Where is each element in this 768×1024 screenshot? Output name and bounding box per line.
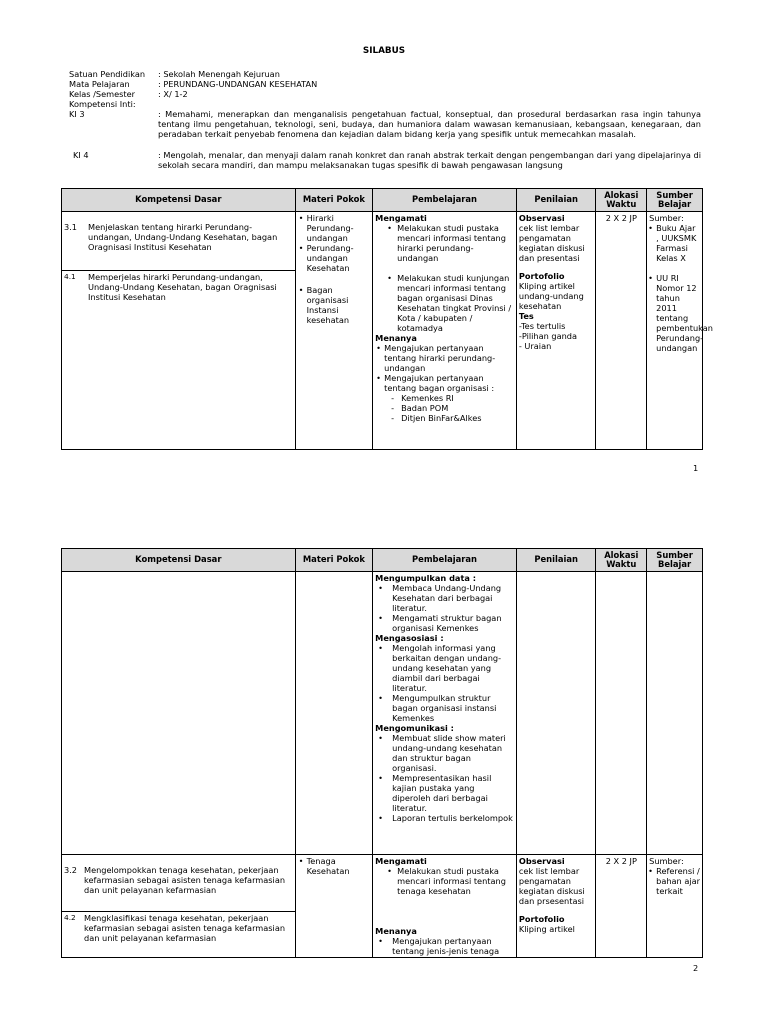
list-item: • Mengajukan pertanyaan tentang jenis-jenis tenaga — [375, 936, 514, 956]
pembelajaran-cell: Mengamati • Melakukan studi pustaka mencari informasi tentang tenaga kesehatan Menanya • Mengajukan pertanyaan tentang jenis-jenis tenaga — [373, 855, 517, 958]
list-item: • Bagan organisasi Instansi kesehatan — [298, 285, 371, 325]
list-item: - Kemenkes RI — [391, 393, 514, 403]
list-item: - Badan POM — [391, 403, 514, 413]
list-item: • Melakukan studi pustaka mencari informasi tentang tenaga kesehatan — [375, 866, 514, 896]
info-row: Kompetensi Inti: — [69, 99, 136, 109]
kd-cell: 3.2 Mengelompokkan tenaga kesehatan, pekerjaan kefarmasian sebagai asisten tenaga kefarmasian dan unit pelayanan kefarmasian — [62, 855, 296, 912]
list-item: • Mengolah informasi yang berkaitan dengan undang-undang kesehatan yang diambil dari berbagai literatur. — [375, 643, 514, 693]
list-item: • Melakukan studi kunjungan mencari informasi tentang bagan organisasi Dinas Kesehatan tingkat Provinsi / Kota / kabupaten / kotamadya — [375, 273, 514, 333]
header-penilaian: Penilaian — [516, 549, 596, 572]
header-sumber-belajar: Sumber Belajar — [647, 189, 703, 212]
table-row — [62, 212, 703, 271]
list-item: • Melakukan studi pustaka mencari informasi tentang hirarki perundang-undangan — [375, 223, 514, 263]
header-materi-pokok: Materi Pokok — [295, 189, 373, 212]
list-item: • Mengumpulkan struktur bagan organisasi instansi Kemenkes — [375, 693, 514, 723]
list-item: • Buku Ajar , UUKSMK Farmasi Kelas X — [647, 223, 700, 263]
list-item: • Mempresentasikan hasil kajian pustaka yang diperoleh dari berbagai literatur. — [375, 773, 514, 813]
list-item: • Referensi / bahan ajar terkait — [647, 866, 700, 896]
header-pembelajaran: Pembelajaran — [373, 549, 517, 572]
alokasi-cell: 2 X 2 JP — [596, 212, 647, 450]
header-materi-pokok: Materi Pokok — [295, 549, 373, 572]
materi-cell — [295, 855, 373, 958]
penilaian-cell: Observasi cek list lembar pengamatan kegiatan diskusi dan prsesentasi Portofolio Kliping artikel — [516, 855, 596, 958]
syllabus-table-1 — [61, 188, 713, 450]
syllabus-info — [69, 69, 701, 170]
header-penilaian: Penilaian — [516, 189, 596, 212]
list-item: • Tenaga Kesehatan — [298, 856, 371, 876]
kd-cell: 4.1 Memperjelas hirarki Perundang-undangan, Undang-Undang Kesehatan, bagan Oragnisasi Institusi Kesehatan — [62, 271, 296, 450]
header-pembelajaran: Pembelajaran — [373, 189, 517, 212]
alokasi-cell: 2 X 2 JP — [596, 855, 647, 958]
table-header-row — [62, 549, 703, 572]
info-row: Mata Pelajaran : PERUNDANG-UNDANGAN KESEHATAN — [69, 79, 318, 89]
kd-cell: 4.2 Mengklasifikasi tenaga kesehatan, pekerjaan kefarmasian sebagai asisten tenaga kefarmasian dan unit pelayanan kefarmasian — [62, 911, 296, 957]
sumber-cell: Sumber: • Buku Ajar , UUKSMK Farmasi Kelas X • UU RI Nomor 12 tahun 2011 tentang pembentukan Perundang-undangan — [647, 212, 703, 450]
header-kompetensi-dasar: Kompetensi Dasar — [62, 549, 296, 572]
list-item: • Mengamati struktur bagan organisasi Kemenkes — [375, 613, 514, 633]
materi-cell — [295, 212, 373, 450]
info-row: Satuan Pendidikan : Sekolah Menengah Kejuruan — [69, 69, 280, 79]
penilaian-cell: Observasi cek list lembar pengamatan kegiatan diskusi dan presentasi Portofolio Kliping artikel undang-undang kesehatan Tes -Tes tertulis -Pilihan ganda - Uraian — [516, 212, 596, 450]
pembelajaran-cell: Mengumpulkan data : • Membaca Undang-Undang Kesehatan dari berbagai literatur. • Mengamati struktur bagan organisasi Kemenkes Mengasosiasi : • Mengolah informasi yang berkaitan dengan undang-undang kesehatan yang diambil dari berbagai literatur. • Mengumpulkan struktur bagan organisasi instansi Kemenkes Mengomunikasi : • Membuat slide show materi undang-undang kesehatan dan struktur bagan organisasi. • Mempresentasikan hasil kajian pustaka yang diperoleh dari berbagai literatur. • Laporan tertulis berkelompok — [373, 572, 517, 855]
ki3-row: KI 3 : Memahami, menerapkan dan menganalisis pengetahuan factual, konseptual, dan prosedural berdasarkan rasa ingin tahunya tentang ilmu pengetahuan, teknologi, seni, budaya, dan humaniora dalam wawasan kemanusiaan, kebangsaan, kenegaraan, dan peradaban terkait penyebab fenomena dan kejadian dalam bidang kerja yang spesifik untuk memecahkan masalah. — [69, 109, 701, 139]
list-item: • Hirarki Perundang-undangan — [298, 213, 371, 243]
table-header-row — [62, 189, 703, 212]
list-item: • Perundang-undangan Kesehatan — [298, 243, 371, 273]
header-sumber-belajar: Sumber Belajar — [647, 549, 703, 572]
list-item: • Membaca Undang-Undang Kesehatan dari berbagai literatur. — [375, 583, 514, 613]
table-row — [62, 855, 703, 912]
table-row — [62, 572, 703, 855]
kd-cell: 3.1 Menjelaskan tentang hirarki Perundang-undangan, Undang-Undang Kesehatan, bagan Oragnisasi Institusi Kesehatan — [62, 212, 296, 271]
sumber-cell: Sumber: • Referensi / bahan ajar terkait — [647, 855, 703, 958]
info-row: Kelas /Semester : X/ 1-2 — [69, 89, 188, 99]
list-item: • Mengajukan pertanyaan tentang hirarki perundang-undangan — [375, 343, 514, 373]
list-item: • UU RI Nomor 12 tahun 2011 tentang pembentukan Perundang-undangan — [647, 273, 700, 353]
header-alokasi-waktu: Alokasi Waktu — [596, 549, 647, 572]
ki4-row: KI 4 : Mengolah, menalar, dan menyaji dalam ranah konkret dan ranah abstrak terkait dengan pengembangan dari yang dipelajarinya di sekolah secara mandiri, dan mampu melaksanakan tugas spesifik di bawah pengawasan langsung — [73, 150, 701, 170]
page-number: 1 — [693, 463, 699, 473]
list-item: • Laporan tertulis berkelompok — [375, 813, 514, 823]
syllabus-table-2 — [61, 548, 703, 958]
list-item: • Mengajukan pertanyaan tentang bagan organisasi : — [375, 373, 514, 393]
list-item: • Membuat slide show materi undang-undang kesehatan dan struktur bagan organisasi. — [375, 733, 514, 773]
list-item: - Ditjen BinFar&Alkes — [391, 413, 514, 423]
pembelajaran-cell: Mengamati • Melakukan studi pustaka mencari informasi tentang hirarki perundang-undangan • Melakukan studi kunjungan mencari informasi tentang bagan organisasi Dinas Kesehatan tingkat Provinsi / Kota / kabupaten / kotamadya Menanya • Mengajukan pertanyaan tentang hirarki perundang-undangan • Mengajukan pertanyaan tentang bagan organisasi : - Kemenkes RI - Badan POM - Ditjen BinFar&Alkes — [373, 212, 517, 450]
header-alokasi-waktu: Alokasi Waktu — [596, 189, 647, 212]
page-number: 2 — [693, 963, 699, 973]
header-kompetensi-dasar: Kompetensi Dasar — [62, 189, 296, 212]
document-title: SILABUS — [362, 46, 406, 56]
